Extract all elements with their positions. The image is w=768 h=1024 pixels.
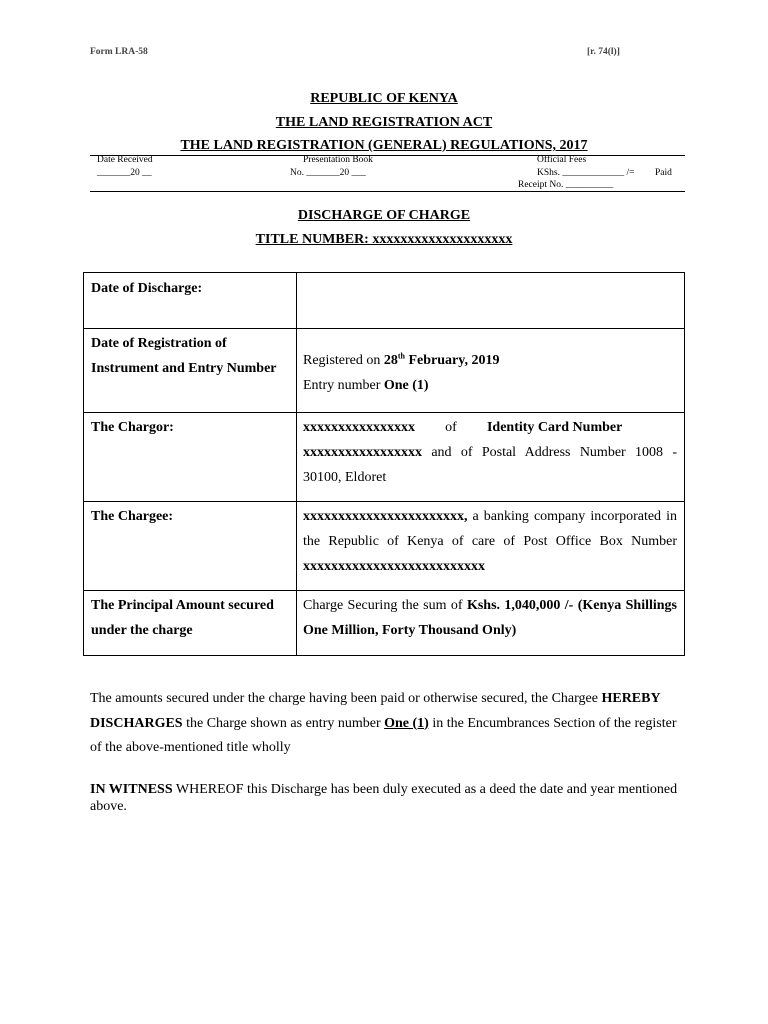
table-row-divider: [83, 328, 685, 329]
registry-top-rule: [90, 155, 685, 156]
table-border: [83, 272, 685, 273]
date-received-blank: _______20 __: [97, 168, 152, 178]
witness-paragraph: [90, 781, 680, 815]
discharge-text-part1: The amounts secured under the charge having been paid or otherwise secured, the Chargee: [90, 691, 598, 706]
witness-text: WHEREOF this Discharge has been duly executed as a deed the date and year mentioned above.: [90, 782, 678, 814]
chargor-of: of: [445, 420, 457, 435]
chargor-postal-address: and of Postal Address Number 1008 - 30100, Eldoret: [303, 445, 677, 485]
discharge-text-part3: in the Encumbrances Section of the register of the above-mentioned title wholly: [90, 715, 677, 755]
title-number: TITLE NUMBER: xxxxxxxxxxxxxxxxxxxx: [255, 232, 513, 247]
table-row-divider: [83, 412, 685, 413]
chargee-box-number: xxxxxxxxxxxxxxxxxxxxxxxxxx: [303, 559, 485, 574]
date-of-discharge-label: Date of Discharge:: [91, 281, 203, 296]
hereby-discharges: HEREBY DISCHARGES: [90, 691, 661, 731]
chargee-value: [303, 504, 677, 579]
kshs-blank: KShs. _____________ /=: [537, 168, 635, 178]
table-border: [83, 655, 685, 656]
table-row-divider: [83, 590, 685, 591]
entry-number-prefix: Entry number: [303, 378, 381, 393]
presentation-book-blank: No. _______20 ___: [290, 168, 366, 178]
discharge-entry-number: One (1): [384, 715, 429, 731]
table-row-divider: [83, 501, 685, 502]
presentation-book-label: Presentation Book: [303, 155, 373, 165]
chargor-id-label: Identity Card Number: [486, 420, 623, 435]
table-border: [83, 272, 84, 655]
chargor-id-number: xxxxxxxxxxxxxxxxx: [303, 445, 422, 460]
date-received-label: Date Received: [97, 155, 153, 165]
registration-value: [303, 348, 677, 398]
form-code: Form LRA-58: [90, 47, 148, 57]
paid-label: Paid: [655, 168, 672, 178]
principal-amount: Kshs. 1,040,000 /- (Kenya Shillings One Million, Forty Thousand Only): [303, 598, 678, 638]
registration-day: 28th: [383, 351, 405, 368]
regulation-reference: [r. 74(l)]: [587, 47, 620, 57]
in-witness: IN WITNESS: [90, 782, 173, 797]
official-fees-label: Official Fees: [537, 155, 587, 165]
chargee-description: a banking company incorporated in the Republic of Kenya of care of Post Office Box Number: [303, 509, 677, 549]
chargee-label: The Chargee:: [91, 509, 174, 524]
registered-on-text: Registered on: [303, 353, 381, 368]
act-title: THE LAND REGISTRATION ACT: [275, 115, 493, 130]
chargor-value: [303, 415, 677, 490]
table-column-divider: [296, 272, 297, 655]
entry-number-value: One (1): [383, 378, 429, 393]
principal-value: [303, 593, 677, 643]
registration-month-year: February, 2019: [408, 353, 500, 368]
principal-label: The Principal Amount secured under the charge: [91, 598, 274, 638]
discharge-paragraph: [90, 687, 680, 761]
regulations-title: THE LAND REGISTRATION (GENERAL) REGULATIONS, 2017: [180, 138, 588, 153]
chargor-name: xxxxxxxxxxxxxxxx: [303, 420, 415, 435]
republic-title: REPUBLIC OF KENYA: [310, 91, 458, 106]
table-border: [684, 272, 685, 655]
registry-bottom-rule: [90, 191, 685, 192]
principal-prefix: Charge Securing the sum of: [303, 598, 463, 613]
receipt-blank: Receipt No. __________: [518, 180, 614, 190]
registration-label: Date of Registration of Instrument and Entry Number: [91, 336, 277, 376]
chargor-label: The Chargor:: [91, 420, 174, 435]
discharge-text-part2: the Charge shown as entry number: [186, 715, 381, 731]
chargee-name: xxxxxxxxxxxxxxxxxxxxxxx,: [303, 509, 468, 524]
document-title: DISCHARGE OF CHARGE: [297, 208, 471, 223]
